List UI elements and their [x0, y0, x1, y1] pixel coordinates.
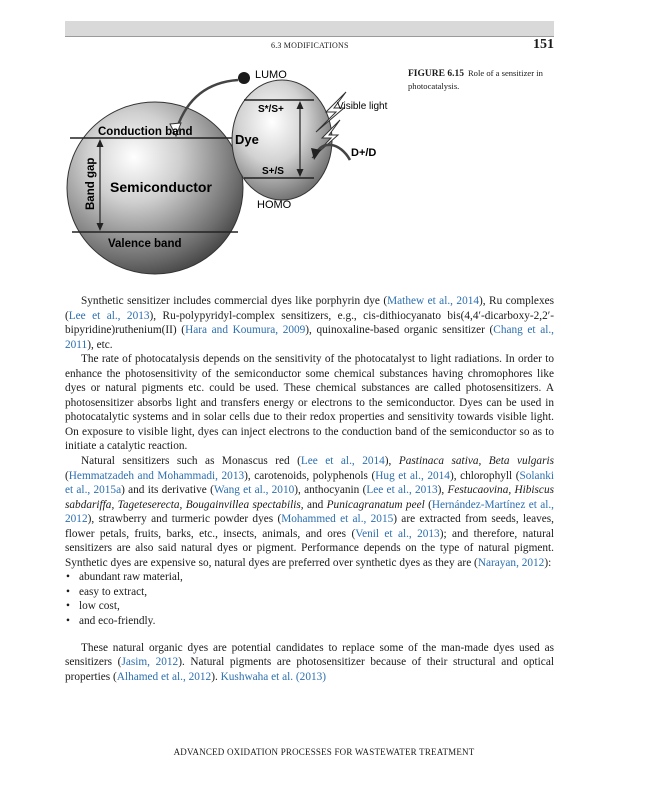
citation-link: Chang et al., 2011 [65, 324, 554, 351]
citation-link: Wang et al., 2010 [213, 484, 295, 497]
citation-link: Hug et al., 2014 [375, 469, 450, 482]
text-run: Natural sensitizers such as Monascus red ( [81, 455, 301, 468]
citation-link: Hernández-Martínez et al., 2012 [65, 498, 554, 526]
running-head: 6.3 MODIFICATIONS [271, 41, 349, 50]
scientific-name: Festucaovina, Hibiscus sabdariffa, Tageteserecta, Bougainvillea spectabilis, [65, 484, 554, 511]
list-item: • abundant raw material, [65, 570, 554, 585]
header-band [65, 21, 554, 36]
running-footer: ADVANCED OXIDATION PROCESSES FOR WASTEWATER TREATMENT [173, 747, 475, 757]
excited-state-label: S*/S+ [258, 104, 284, 115]
text-run: ), anthocyanin ( [294, 484, 367, 497]
text-run: The rate of photocatalysis depends on the sensitivity of the photocatalyst to light radiations. In order to enhance the photosensitivity of the semiconductor some chemical substances having chromophores like dyes or natural pigments etc. could be used. These chemical substances are called photosensitizers. A photosensitizer absorbs light and transfers energy or electrons to the semiconductor. Dyes can be used in photocatalytic systems and in solar cells due to their redox properties and sensitivity towards visible light. On exposure to visible light, dyes can inject electrons to the conduction band of the semiconductor so as to initiate a catalytic reaction. [65, 353, 554, 453]
text-run: ), chlorophyll ( [449, 469, 520, 482]
citation-link: Jasim, 2012 [121, 656, 179, 669]
text-run: and [303, 498, 327, 511]
citation-link: Mohammed et al., 2015 [281, 513, 394, 526]
text-run: ). [211, 670, 221, 683]
donor-label: D+/D [351, 147, 377, 159]
text-run: ); and therefore, natural sensitizers are also said natural dyes or pigment. Performance depends on the type of natural pigment. Synthetic dyes are expensive so, natural dyes are preferred over synthetic dyes as they are ( [65, 527, 554, 569]
paragraph [65, 641, 554, 685]
text-run: ), quinoxaline-based organic sensitizer ( [305, 324, 494, 337]
semiconductor-label: Semiconductor [110, 179, 212, 195]
text-run: ( [65, 469, 69, 482]
figure-caption-label: FIGURE 6.15 [408, 69, 464, 79]
citation-link: Venil et al., 2013 [355, 527, 440, 540]
citation-link: Mathew et al., 2014 [387, 295, 480, 307]
lumo-label: LUMO [255, 69, 287, 81]
sensitizer-figure [60, 60, 410, 300]
text-run: These natural organic dyes are potential candidates to replace some of the man-made dyes used as sensitizers ( [65, 641, 554, 669]
band-gap-label: Band gap [85, 157, 97, 210]
citation-link: Alhamed et al., 2012 [116, 670, 212, 683]
citation-link: Lee et al., 2014 [300, 455, 385, 468]
text-run: Synthetic sensitizer includes commercial dyes like porphyrin dye ( [81, 295, 388, 307]
paragraph [65, 352, 554, 454]
citation-link: Solanki et al., 2015a [65, 469, 555, 497]
text-run: ), Ru complexes ( [65, 295, 554, 322]
figure-caption-text: Role of a sensitizer in photocatalysis. [408, 68, 543, 91]
valence-band-label: Valence band [108, 238, 182, 250]
citation-link: Hemmatzadeh and Mohammadi, 2013 [68, 469, 245, 482]
text-run: ), Ru-polypyridyl-complex sensitizers, e.g., cis-dithiocyanato bis(4,4′-dicarboxy-2,2′-bipyridine)ruthenium(II) ( [65, 309, 554, 337]
text-run: ( [424, 498, 432, 511]
electron-dot [238, 72, 250, 84]
text-run: ), carotenoids, polyphenols ( [244, 469, 376, 482]
scientific-name: Pastinaca sativa, Beta vulgaris [398, 455, 554, 468]
citation-link: Narayan, 2012 [477, 556, 545, 569]
ground-state-label: S+/S [262, 166, 284, 177]
conduction-band-label: Conduction band [98, 126, 193, 138]
text-run: ), etc. [87, 338, 113, 351]
text-run: ), strawberry and turmeric powder dyes ( [87, 513, 282, 526]
citation-link: Hara and Koumura, 2009 [185, 324, 306, 337]
body-text [65, 294, 554, 684]
figure-caption [408, 67, 556, 92]
list-item: • low cost, [65, 599, 554, 614]
page-number: 151 [533, 37, 554, 52]
text-run: ). Natural pigments are photosensitizer because of their structural and optical properties ( [65, 656, 554, 683]
header-rule [65, 36, 554, 37]
paragraph [65, 454, 554, 570]
citation-link: Kushwaha et al. (2013) [220, 670, 327, 683]
bullet-list [65, 570, 554, 628]
paragraph [65, 294, 554, 352]
citation-link: Lee et al., 2013 [68, 309, 150, 322]
text-run: ) and its derivative ( [121, 484, 214, 497]
dye-label: Dye [235, 132, 259, 147]
visible-light-label: Visible light [337, 101, 388, 112]
list-item: • easy to extract, [65, 585, 554, 600]
homo-label: HOMO [257, 199, 292, 211]
citation-link: Lee et al., 2013 [366, 484, 438, 497]
text-run: ) are extracted from seeds, leaves, flower petals, fruits, barks, etc., insects, animals, and ores ( [65, 513, 554, 540]
scientific-name: Punicagranatum peel [326, 498, 425, 511]
text-run: ), [384, 455, 399, 468]
list-item: • and eco-friendly. [65, 614, 554, 629]
text-run: ): [544, 556, 552, 569]
text-run: ), [437, 484, 448, 497]
